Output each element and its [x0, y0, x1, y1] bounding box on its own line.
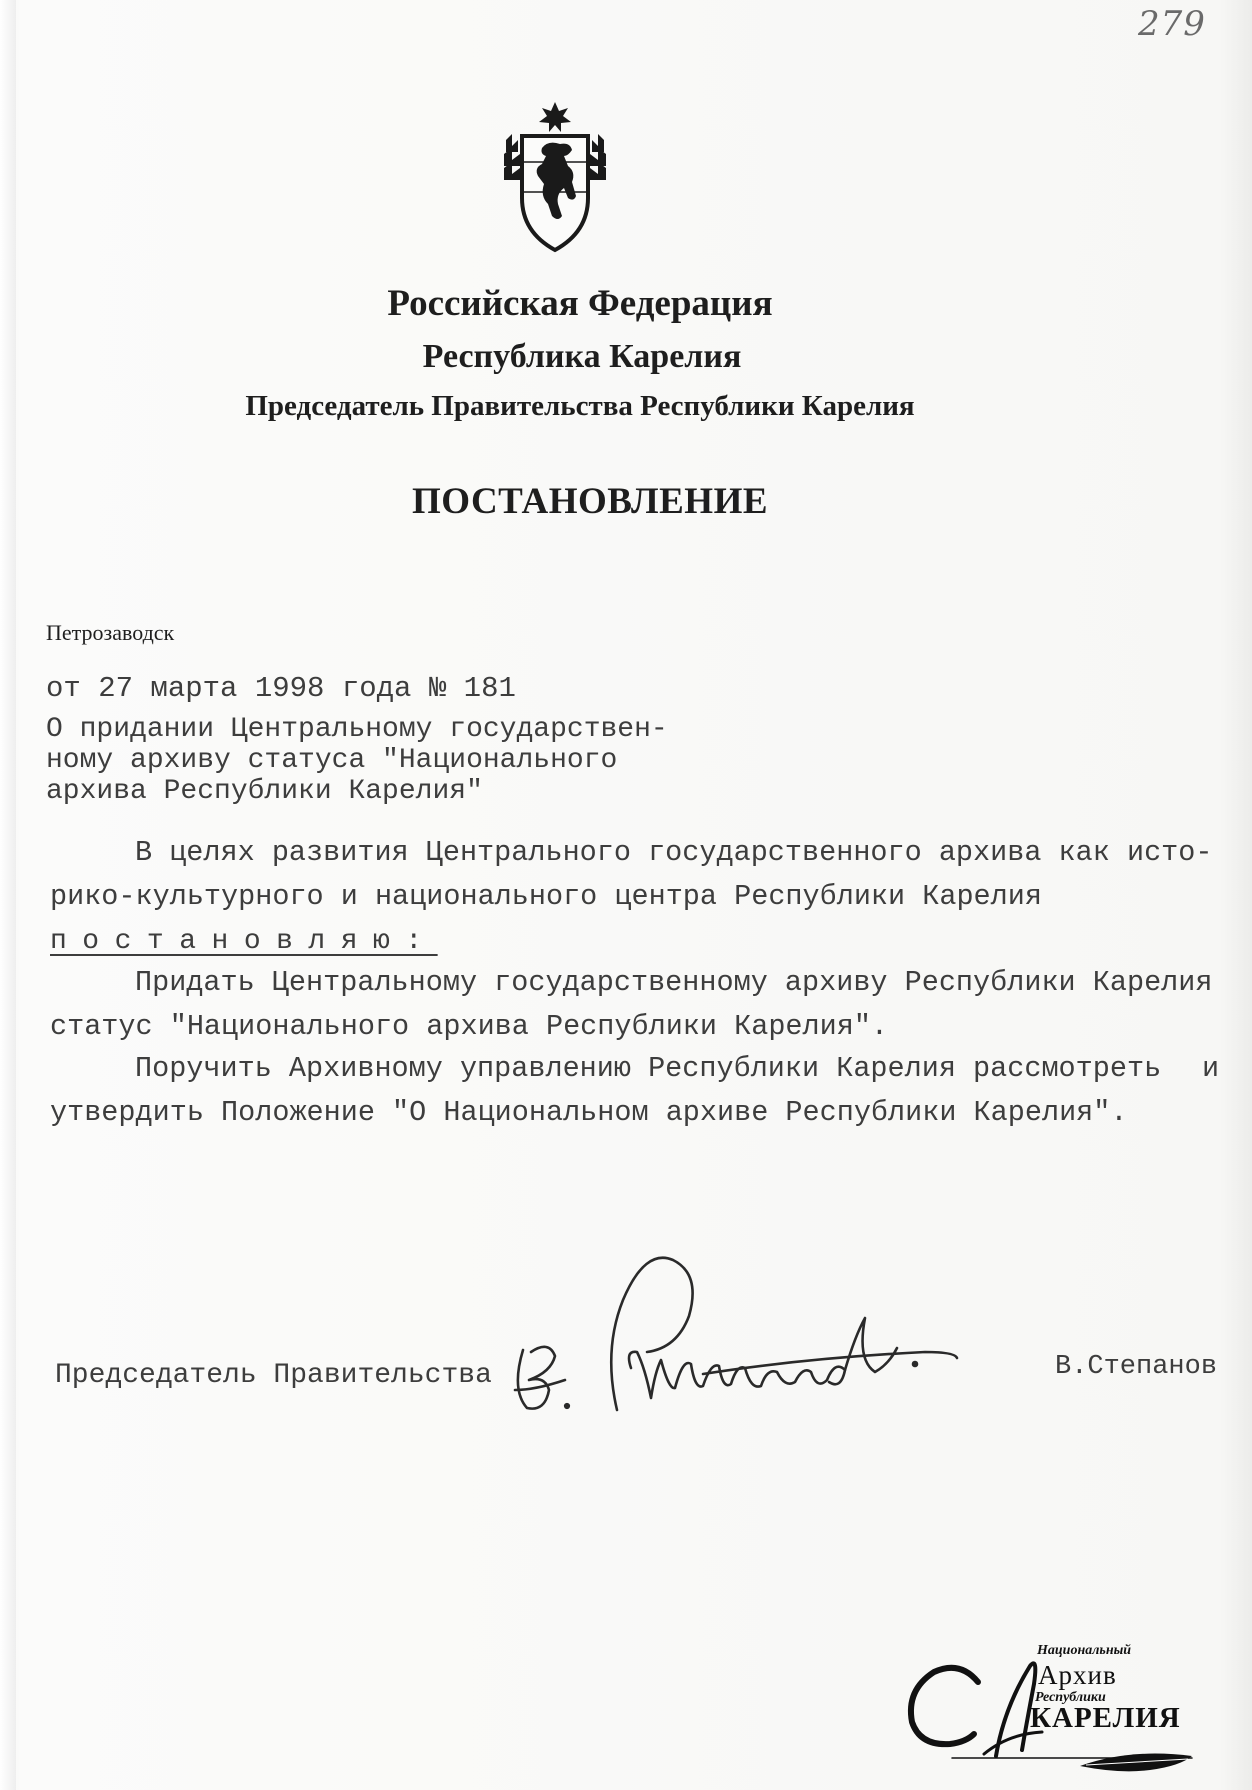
header-chairman: Председатель Правительства Республики Карелия: [245, 390, 915, 422]
archive-page-number: 279: [1138, 4, 1206, 44]
body-paragraph-3-line-1-end: и: [1202, 1052, 1220, 1085]
subject-line: архива Республики Карелия": [46, 776, 483, 807]
body-paragraph-3-line-1: Поручить Архивному управлению Республики Карелия рассмотреть: [135, 1052, 1162, 1085]
archive-logo-text: Архив: [1038, 1660, 1117, 1690]
archive-logo-text: Республики: [1035, 1690, 1106, 1705]
signatory-name: В.Степанов: [1055, 1352, 1218, 1382]
date-and-number: от 27 марта 1998 года № 181: [46, 672, 516, 705]
subject-line: О придании Центральному государствен-: [46, 714, 668, 745]
body-paragraph-1-line-1: В целях развития Центрального государственного архива как исто-: [135, 836, 1213, 869]
body-paragraph-1-line-2: рико-культурного и национального центра Республики Карелия: [50, 880, 1042, 913]
body-paragraph-2-line-2: статус "Национального архива Республики Карелия".: [50, 1010, 889, 1043]
subject-line: ному архиву статуса "Национального: [46, 745, 618, 776]
header-republic: Республика Карелия: [422, 338, 742, 375]
archive-logo-text: Национальный: [1037, 1643, 1132, 1658]
coat-of-arms-icon: [498, 100, 612, 254]
city-label: Петрозаводск: [46, 620, 175, 645]
archive-logo-text: КАРЕЛИЯ: [1030, 1702, 1181, 1734]
handwritten-signature: [505, 1240, 965, 1425]
decree-word: постановляю:: [50, 926, 438, 957]
body-paragraph-3-line-2: утвердить Положение "О Национальном архиве Республики Карелия".: [50, 1096, 1128, 1129]
document-type-title: ПОСТАНОВЛЕНИЕ: [411, 481, 769, 522]
body-paragraph-2-line-1: Придать Центральному государственному архиву Республики Карелия: [135, 966, 1213, 999]
paper-edge: [0, 0, 16, 1790]
header-federation: Российская Федерация: [387, 283, 773, 324]
signatory-position: Председатель Правительства: [55, 1360, 492, 1391]
